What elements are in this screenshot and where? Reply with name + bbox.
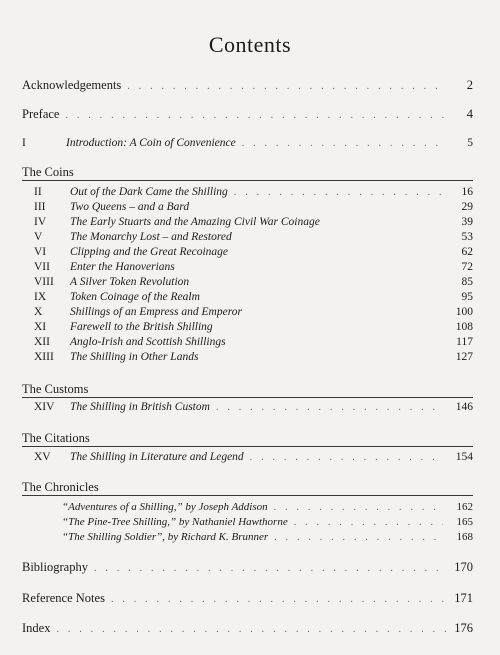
chapter-number: IX <box>34 291 47 303</box>
chronicle-title: “The Shilling Soldier”, by Richard K. Brunner <box>62 531 269 543</box>
chapter-page: 5 <box>467 137 473 149</box>
toc-chronicle-entry[interactable] <box>62 531 473 543</box>
entry-label: Reference Notes <box>22 591 105 605</box>
chapter-page: 16 <box>461 186 473 198</box>
dot-leader <box>250 452 443 463</box>
toc-chapter-IV[interactable] <box>22 216 473 228</box>
chapter-page: 117 <box>456 336 473 348</box>
chapter-number: XI <box>34 321 47 333</box>
toc-entry-reference-notes[interactable] <box>22 591 473 606</box>
toc-chapter-XI[interactable] <box>22 321 473 333</box>
dot-leader <box>65 110 447 121</box>
toc-chapter-X[interactable] <box>22 306 473 318</box>
chapter-number: I <box>22 137 26 149</box>
chapter-page: 53 <box>461 231 473 243</box>
toc-chapter-VI[interactable] <box>22 246 473 258</box>
chapter-number: XIII <box>34 351 54 363</box>
entry-page: 170 <box>454 560 473 574</box>
toc-entry-index[interactable] <box>22 621 473 636</box>
section-rule <box>22 180 473 181</box>
chapter-page: 108 <box>455 321 473 333</box>
chapter-page: 95 <box>461 291 473 303</box>
dot-leader <box>216 402 443 413</box>
chapter-page: 100 <box>455 306 473 318</box>
dot-leader <box>274 502 443 513</box>
chronicle-page: 168 <box>456 531 473 543</box>
chapter-number: VI <box>34 246 47 258</box>
chapter-title: Two Queens – and a Bard <box>70 201 190 213</box>
chronicle-page: 162 <box>456 501 473 513</box>
chapter-number: XV <box>34 451 51 463</box>
chapter-number: II <box>34 186 42 198</box>
entry-page: 4 <box>466 107 473 121</box>
section-rule <box>22 397 473 398</box>
chapter-page: 85 <box>461 276 473 288</box>
chapter-title: Clipping and the Great Recoinage <box>70 246 228 258</box>
entry-page: 176 <box>454 621 473 635</box>
chapter-number: X <box>34 306 43 318</box>
entry-page: 171 <box>454 591 473 605</box>
chapter-page: 146 <box>455 401 473 413</box>
chapter-number: IV <box>34 216 47 228</box>
dot-leader <box>111 594 447 605</box>
toc-chronicle-entry[interactable] <box>62 516 473 528</box>
chapter-title: The Monarchy Lost – and Restored <box>70 231 232 243</box>
chapter-title: Introduction: A Coin of Convenience <box>66 137 236 149</box>
toc-chronicle-entry[interactable] <box>62 501 473 513</box>
chapter-number: XIV <box>34 401 55 413</box>
entry-label: Acknowledgements <box>22 78 122 92</box>
chapter-page: 72 <box>461 261 473 273</box>
section-heading-chronicles: The Chronicles <box>22 480 99 494</box>
entry-label: Index <box>22 621 51 635</box>
toc-entry-preface[interactable] <box>22 107 473 122</box>
section-rule <box>22 446 473 447</box>
chapter-title: The Shilling in Other Lands <box>70 351 199 363</box>
dot-leader <box>94 563 447 574</box>
toc-chapter-V[interactable] <box>22 231 473 243</box>
toc-chapter-XV[interactable] <box>22 451 473 463</box>
entry-label: Preface <box>22 107 60 121</box>
chapter-page: 29 <box>461 201 473 213</box>
toc-chapter-XIII[interactable] <box>22 351 473 363</box>
chapter-number: VII <box>34 261 50 273</box>
toc-chapter-XIV[interactable] <box>22 401 473 413</box>
dot-leader <box>234 187 443 198</box>
dot-leader <box>294 517 443 528</box>
chapter-number: VIII <box>34 276 54 288</box>
page-title: Contents <box>208 32 292 57</box>
toc-entry-acknowledgements[interactable] <box>22 78 473 93</box>
chronicle-title: “Adventures of a Shilling,” by Joseph Addison <box>62 501 268 513</box>
chapter-title: A Silver Token Revolution <box>70 276 190 288</box>
chapter-page: 127 <box>455 351 473 363</box>
dot-leader <box>56 624 447 635</box>
chapter-title: The Shilling in British Custom <box>70 401 210 413</box>
chapter-title: The Early Stuarts and the Amazing Civil War Coinage <box>70 216 320 228</box>
chapter-page: 154 <box>455 451 473 463</box>
toc-entry-bibliography[interactable] <box>22 560 473 575</box>
chapter-number: XII <box>34 336 50 348</box>
chapter-page: 62 <box>461 246 473 258</box>
chapter-number: III <box>34 201 46 213</box>
dot-leader <box>242 138 443 149</box>
chronicle-title: “The Pine-Tree Shilling,” by Nathaniel Hawthorne <box>62 516 288 528</box>
chapter-title: Token Coinage of the Realm <box>70 291 200 303</box>
toc-chapter-I[interactable] <box>22 137 473 149</box>
chapter-title: The Shilling in Literature and Legend <box>70 451 244 463</box>
chapter-title: Shillings of an Empress and Emperor <box>70 306 242 318</box>
chapter-title: Out of the Dark Came the Shilling <box>70 186 228 198</box>
chapter-title: Farewell to the British Shilling <box>70 321 213 333</box>
chapter-page: 39 <box>461 216 473 228</box>
toc-chapter-VIII[interactable] <box>22 276 473 288</box>
section-heading-customs: The Customs <box>22 382 89 396</box>
toc-chapter-VII[interactable] <box>22 261 473 273</box>
toc-chapter-IX[interactable] <box>22 291 473 303</box>
chapter-title: Anglo-Irish and Scottish Shillings <box>70 336 226 348</box>
dot-leader <box>274 532 443 543</box>
toc-chapter-II[interactable] <box>22 186 473 198</box>
chapter-number: V <box>34 231 43 243</box>
section-heading-citations: The Citations <box>22 431 90 445</box>
chronicle-page: 165 <box>456 516 473 528</box>
chapter-title: Enter the Hanoverians <box>70 261 175 273</box>
entry-page: 2 <box>466 78 473 92</box>
section-rule <box>22 495 473 496</box>
toc-chapter-III[interactable] <box>22 201 473 213</box>
section-heading-coins: The Coins <box>22 165 74 179</box>
dot-leader <box>127 81 447 92</box>
entry-label: Bibliography <box>22 560 88 574</box>
toc-chapter-XII[interactable] <box>22 336 473 348</box>
